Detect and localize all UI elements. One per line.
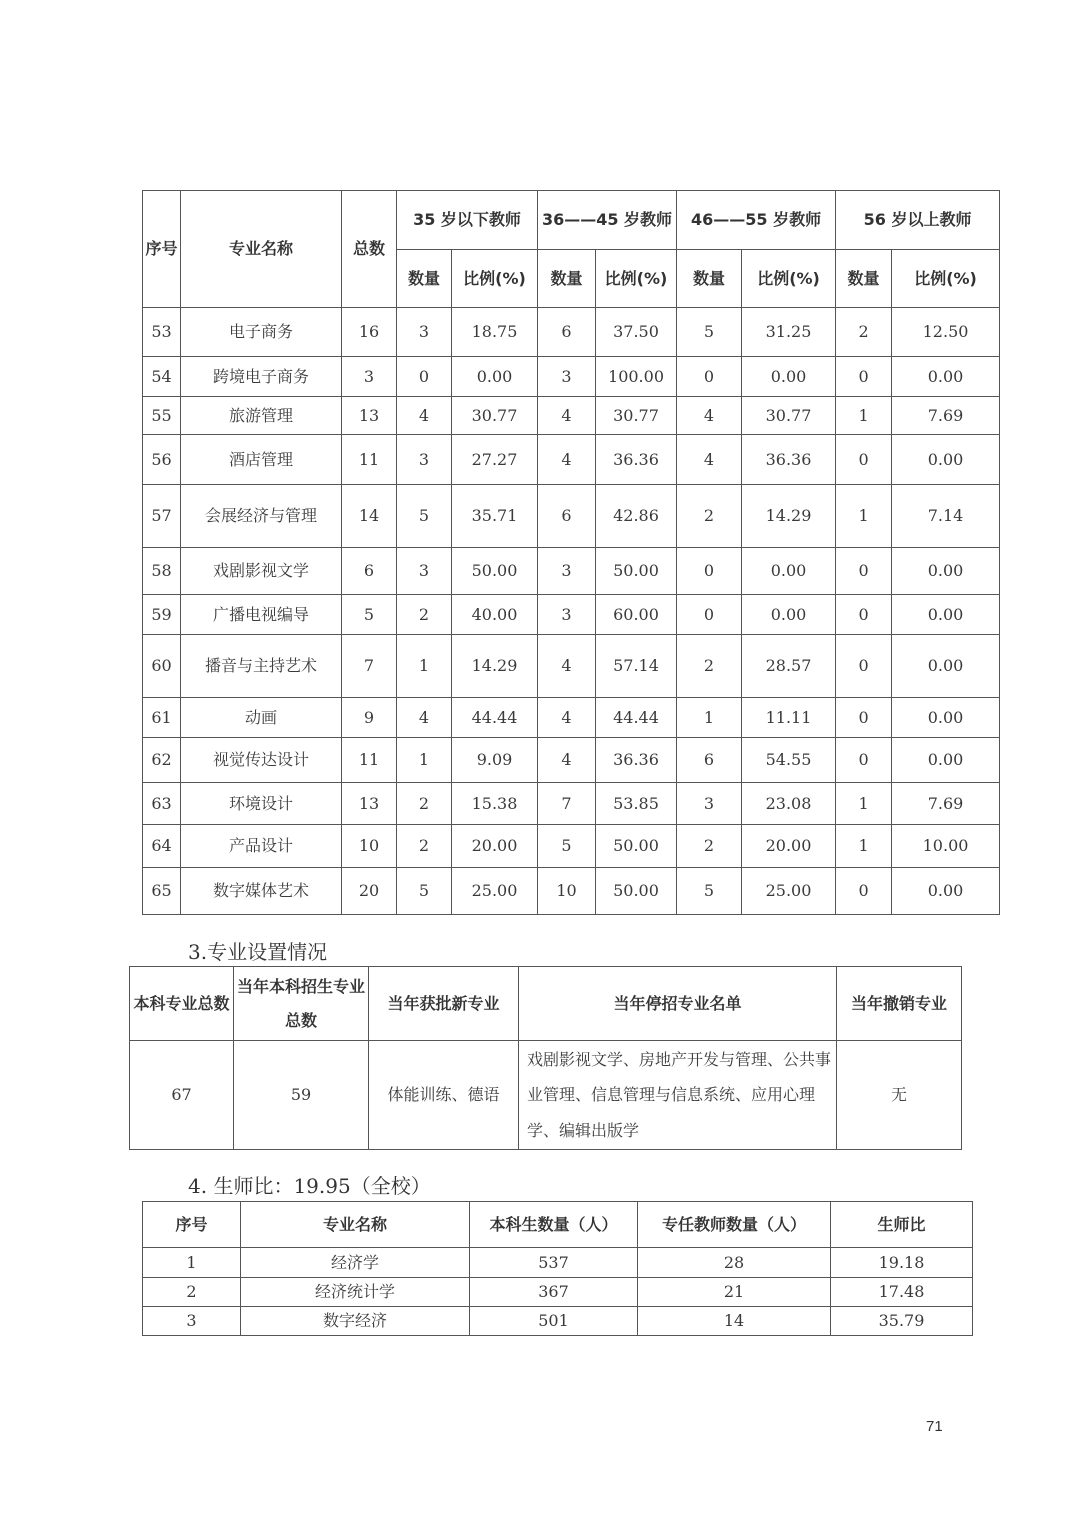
table-row: [143, 1278, 973, 1307]
header-ratio: 比例(%): [596, 250, 677, 308]
cell-seq: 3: [143, 1307, 241, 1336]
cell-major: 经济统计学: [241, 1278, 470, 1307]
cell-o56-count: 0: [836, 435, 892, 485]
cell-u35-ratio: 0.00: [452, 357, 538, 397]
cell-36-45-ratio: 100.00: [596, 357, 677, 397]
header-col-3: 当年停招专业名单: [519, 967, 837, 1041]
cell-36-45-ratio: 30.77: [596, 397, 677, 435]
cell-total: 3: [342, 357, 397, 397]
cell-o56-count: 0: [836, 548, 892, 595]
cell-o56-ratio: 0.00: [892, 738, 1000, 783]
cell-46-55-count: 5: [677, 308, 742, 357]
cell-36-45-count: 4: [538, 635, 596, 698]
cell-major: 经济学: [241, 1248, 470, 1278]
table-row: [143, 868, 1000, 915]
cell-u35-count: 4: [397, 698, 452, 738]
cell-o56-ratio: 7.69: [892, 783, 1000, 825]
cell-major: 戏剧影视文学: [181, 548, 342, 595]
cell-o56-ratio: 0.00: [892, 635, 1000, 698]
cell-36-45-ratio: 57.14: [596, 635, 677, 698]
cell-46-55-ratio: 28.57: [742, 635, 836, 698]
cell-36-45-ratio: 53.85: [596, 783, 677, 825]
header-age-group: 46——55 岁教师: [677, 191, 836, 250]
header-ratio: 比例(%): [742, 250, 836, 308]
table-row: [143, 595, 1000, 635]
cell-36-45-ratio: 50.00: [596, 825, 677, 868]
header-count: 数量: [677, 250, 742, 308]
cell-teachers: 14: [638, 1307, 831, 1336]
cell-o56-ratio: 0.00: [892, 868, 1000, 915]
cell-36-45-count: 3: [538, 357, 596, 397]
cell-revoked-majors: 无: [837, 1041, 962, 1150]
cell-o56-count: 0: [836, 698, 892, 738]
cell-u35-count: 2: [397, 595, 452, 635]
table-row: [143, 1307, 973, 1336]
cell-o56-count: 0: [836, 595, 892, 635]
header-major: 专业名称: [181, 191, 342, 308]
teacher-age-table: [142, 190, 1000, 915]
cell-major: 产品设计: [181, 825, 342, 868]
cell-o56-count: 2: [836, 308, 892, 357]
cell-46-55-ratio: 0.00: [742, 357, 836, 397]
cell-students: 501: [470, 1307, 638, 1336]
cell-seq: 1: [143, 1248, 241, 1278]
header-age-group: 56 岁以上教师: [836, 191, 1000, 250]
cell-total: 11: [342, 738, 397, 783]
table-row: [143, 191, 1000, 250]
header-col-0: 本科专业总数: [130, 967, 234, 1041]
cell-u35-count: 1: [397, 738, 452, 783]
cell-36-45-count: 4: [538, 738, 596, 783]
cell-u35-ratio: 20.00: [452, 825, 538, 868]
table-row: [143, 485, 1000, 548]
cell-u35-count: 2: [397, 825, 452, 868]
cell-u35-count: 3: [397, 548, 452, 595]
cell-46-55-count: 2: [677, 635, 742, 698]
cell-total: 10: [342, 825, 397, 868]
header-col-3: 专任教师数量（人）: [638, 1202, 831, 1248]
cell-u35-ratio: 50.00: [452, 548, 538, 595]
page-number: 71: [926, 1418, 943, 1435]
cell-46-55-count: 0: [677, 595, 742, 635]
cell-total: 5: [342, 595, 397, 635]
header-col-0: 序号: [143, 1202, 241, 1248]
cell-seq: 60: [143, 635, 181, 698]
cell-o56-count: 1: [836, 485, 892, 548]
section-4-heading: 4. 生师比：19.95（全校）: [188, 1174, 431, 1198]
header-col-1: 专业名称: [241, 1202, 470, 1248]
cell-total: 13: [342, 397, 397, 435]
cell-46-55-count: 2: [677, 485, 742, 548]
cell-o56-ratio: 7.14: [892, 485, 1000, 548]
cell-total: 20: [342, 868, 397, 915]
cell-suspended-majors: 戏剧影视文学、房地产开发与管理、公共事业管理、信息管理与信息系统、应用心理学、编辑出版学: [519, 1041, 837, 1150]
cell-total: 9: [342, 698, 397, 738]
header-count: 数量: [397, 250, 452, 308]
table-row: [143, 825, 1000, 868]
cell-u35-count: 5: [397, 868, 452, 915]
cell-46-55-ratio: 0.00: [742, 595, 836, 635]
cell-u35-count: 2: [397, 783, 452, 825]
header-col-4: 当年撤销专业: [837, 967, 962, 1041]
cell-36-45-count: 4: [538, 435, 596, 485]
cell-36-45-count: 4: [538, 698, 596, 738]
cell-u35-ratio: 30.77: [452, 397, 538, 435]
cell-major: 数字经济: [241, 1307, 470, 1336]
header-total: 总数: [342, 191, 397, 308]
cell-46-55-ratio: 11.11: [742, 698, 836, 738]
table-row: [143, 435, 1000, 485]
cell-total: 13: [342, 783, 397, 825]
cell-o56-ratio: 0.00: [892, 435, 1000, 485]
cell-u35-ratio: 18.75: [452, 308, 538, 357]
cell-u35-count: 4: [397, 397, 452, 435]
cell-major: 播音与主持艺术: [181, 635, 342, 698]
cell-seq: 65: [143, 868, 181, 915]
cell-46-55-count: 1: [677, 698, 742, 738]
cell-u35-ratio: 35.71: [452, 485, 538, 548]
table-row: [143, 698, 1000, 738]
cell-46-55-ratio: 20.00: [742, 825, 836, 868]
header-col-2: 当年获批新专业: [369, 967, 519, 1041]
cell-46-55-ratio: 23.08: [742, 783, 836, 825]
student-teacher-ratio-table: [142, 1201, 973, 1336]
table-row: [130, 1041, 962, 1150]
cell-total-majors: 67: [130, 1041, 234, 1150]
table-row: [143, 1202, 973, 1248]
cell-seq: 57: [143, 485, 181, 548]
table-row: [143, 548, 1000, 595]
cell-o56-ratio: 7.69: [892, 397, 1000, 435]
cell-students: 367: [470, 1278, 638, 1307]
table-row: [143, 397, 1000, 435]
cell-46-55-ratio: 36.36: [742, 435, 836, 485]
cell-u35-ratio: 9.09: [452, 738, 538, 783]
cell-seq: 63: [143, 783, 181, 825]
header-age-group: 35 岁以下教师: [397, 191, 538, 250]
cell-o56-ratio: 12.50: [892, 308, 1000, 357]
cell-major: 数字媒体艺术: [181, 868, 342, 915]
cell-o56-ratio: 0.00: [892, 357, 1000, 397]
cell-seq: 62: [143, 738, 181, 783]
cell-o56-ratio: 0.00: [892, 698, 1000, 738]
header-col-2: 本科生数量（人）: [470, 1202, 638, 1248]
section-3-heading: 3.专业设置情况: [188, 940, 328, 964]
cell-36-45-ratio: 36.36: [596, 435, 677, 485]
cell-major: 电子商务: [181, 308, 342, 357]
cell-46-55-ratio: 30.77: [742, 397, 836, 435]
cell-36-45-count: 6: [538, 308, 596, 357]
header-seq: 序号: [143, 191, 181, 308]
header-count: 数量: [538, 250, 596, 308]
cell-46-55-ratio: 0.00: [742, 548, 836, 595]
cell-seq: 54: [143, 357, 181, 397]
cell-o56-count: 1: [836, 825, 892, 868]
cell-36-45-count: 5: [538, 825, 596, 868]
cell-o56-count: 0: [836, 635, 892, 698]
cell-u35-count: 5: [397, 485, 452, 548]
cell-36-45-count: 7: [538, 783, 596, 825]
cell-major: 动画: [181, 698, 342, 738]
cell-major: 旅游管理: [181, 397, 342, 435]
cell-students: 537: [470, 1248, 638, 1278]
header-count: 数量: [836, 250, 892, 308]
cell-enrolling-majors: 59: [234, 1041, 369, 1150]
cell-36-45-ratio: 42.86: [596, 485, 677, 548]
cell-teachers: 21: [638, 1278, 831, 1307]
cell-46-55-count: 3: [677, 783, 742, 825]
cell-46-55-count: 6: [677, 738, 742, 783]
cell-u35-ratio: 44.44: [452, 698, 538, 738]
cell-ratio: 19.18: [831, 1248, 973, 1278]
cell-seq: 64: [143, 825, 181, 868]
cell-seq: 56: [143, 435, 181, 485]
cell-o56-ratio: 0.00: [892, 595, 1000, 635]
cell-u35-count: 1: [397, 635, 452, 698]
cell-46-55-ratio: 25.00: [742, 868, 836, 915]
cell-o56-count: 1: [836, 783, 892, 825]
cell-total: 11: [342, 435, 397, 485]
cell-46-55-ratio: 14.29: [742, 485, 836, 548]
cell-o56-count: 0: [836, 738, 892, 783]
cell-36-45-ratio: 44.44: [596, 698, 677, 738]
cell-36-45-ratio: 50.00: [596, 548, 677, 595]
cell-46-55-count: 2: [677, 825, 742, 868]
cell-46-55-ratio: 31.25: [742, 308, 836, 357]
cell-36-45-count: 4: [538, 397, 596, 435]
cell-o56-count: 0: [836, 357, 892, 397]
cell-u35-ratio: 40.00: [452, 595, 538, 635]
table-row: [143, 738, 1000, 783]
cell-u35-ratio: 25.00: [452, 868, 538, 915]
cell-seq: 55: [143, 397, 181, 435]
cell-o56-ratio: 0.00: [892, 548, 1000, 595]
cell-major: 广播电视编导: [181, 595, 342, 635]
cell-u35-count: 0: [397, 357, 452, 397]
table-row: [143, 357, 1000, 397]
cell-u35-ratio: 15.38: [452, 783, 538, 825]
cell-total: 7: [342, 635, 397, 698]
cell-u35-count: 3: [397, 308, 452, 357]
header-col-4: 生师比: [831, 1202, 973, 1248]
cell-ratio: 17.48: [831, 1278, 973, 1307]
cell-36-45-count: 10: [538, 868, 596, 915]
cell-36-45-ratio: 60.00: [596, 595, 677, 635]
table-row: [143, 308, 1000, 357]
table-row: [143, 1248, 973, 1278]
cell-major: 跨境电子商务: [181, 357, 342, 397]
cell-total: 16: [342, 308, 397, 357]
cell-46-55-count: 4: [677, 397, 742, 435]
cell-36-45-ratio: 37.50: [596, 308, 677, 357]
cell-46-55-ratio: 54.55: [742, 738, 836, 783]
cell-36-45-count: 3: [538, 595, 596, 635]
cell-major: 会展经济与管理: [181, 485, 342, 548]
cell-o56-ratio: 10.00: [892, 825, 1000, 868]
cell-u35-ratio: 27.27: [452, 435, 538, 485]
cell-o56-count: 0: [836, 868, 892, 915]
header-col-1: 当年本科招生专业总数: [234, 967, 369, 1041]
header-age-group: 36——45 岁教师: [538, 191, 677, 250]
cell-total: 6: [342, 548, 397, 595]
cell-total: 14: [342, 485, 397, 548]
header-ratio: 比例(%): [452, 250, 538, 308]
table-row: [130, 967, 962, 1041]
header-ratio: 比例(%): [892, 250, 1000, 308]
cell-46-55-count: 5: [677, 868, 742, 915]
cell-major: 环境设计: [181, 783, 342, 825]
cell-u35-ratio: 14.29: [452, 635, 538, 698]
cell-36-45-ratio: 50.00: [596, 868, 677, 915]
cell-new-majors: 体能训练、德语: [369, 1041, 519, 1150]
cell-teachers: 28: [638, 1248, 831, 1278]
cell-seq: 59: [143, 595, 181, 635]
table-row: [143, 783, 1000, 825]
cell-36-45-ratio: 36.36: [596, 738, 677, 783]
cell-seq: 58: [143, 548, 181, 595]
major-setup-table: [129, 966, 962, 1150]
cell-seq: 53: [143, 308, 181, 357]
cell-36-45-count: 3: [538, 548, 596, 595]
cell-46-55-count: 4: [677, 435, 742, 485]
cell-ratio: 35.79: [831, 1307, 973, 1336]
cell-seq: 61: [143, 698, 181, 738]
cell-u35-count: 3: [397, 435, 452, 485]
cell-seq: 2: [143, 1278, 241, 1307]
cell-46-55-count: 0: [677, 548, 742, 595]
cell-major: 视觉传达设计: [181, 738, 342, 783]
cell-36-45-count: 6: [538, 485, 596, 548]
cell-46-55-count: 0: [677, 357, 742, 397]
cell-major: 酒店管理: [181, 435, 342, 485]
cell-o56-count: 1: [836, 397, 892, 435]
table-row: [143, 635, 1000, 698]
